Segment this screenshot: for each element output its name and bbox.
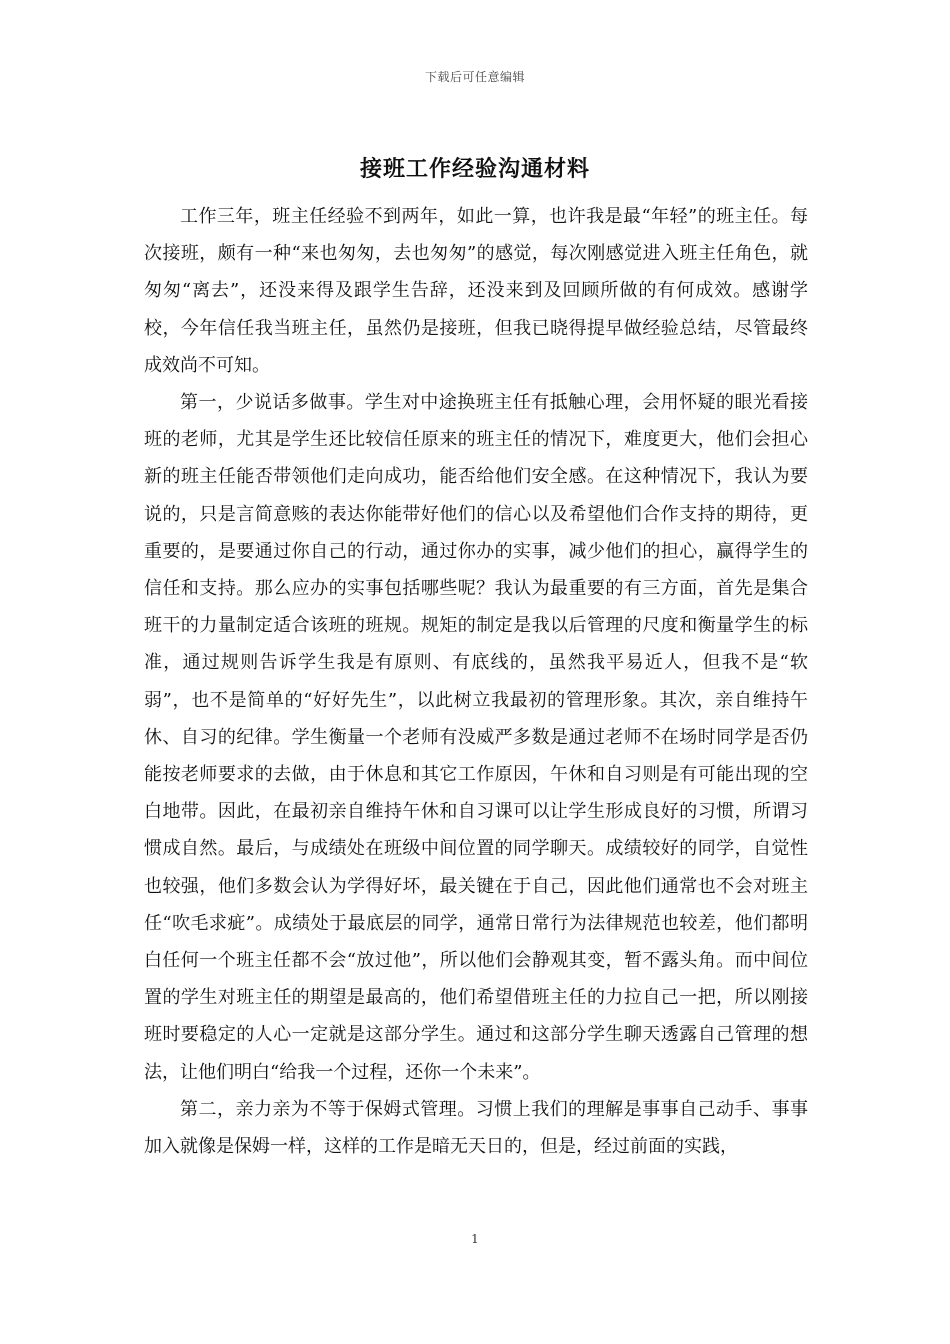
header-note: 下载后可任意编辑 — [424, 70, 525, 84]
paragraph-second-point: 第二，亲力亲为不等于保姆式管理。习惯上我们的理解是事事自己动手、事事加入就像是保姆一样，这样的工作是暗无天日的，但是，经过前面的实践， — [144, 1098, 808, 1158]
document-title: 接班工作经验沟通材料 — [359, 156, 590, 182]
document-body — [144, 198, 808, 1165]
paragraph-intro: 工作三年，班主任经验不到两年，如此一算，也许我是最“年轻”的班主任。每次接班，颇有一种“来也匆匆，去也匆匆”的感觉，每次刚感觉进入班主任角色，就匆匆“离去”，还没来得及跟学生告辞，还没来到及回顾所做的有何成效。感谢学校，今年信任我当班主任，虽然仍是接班，但我已晓得提早做经验总结，尽管最终成效尚不可知。 — [144, 206, 808, 376]
paragraph-first-point: 第一，少说话多做事。学生对中途换班主任有抵触心理，会用怀疑的眼光看接班的老师，尤其是学生还比较信任原来的班主任的情况下，难度更大，他们会担心新的班主任能否带领他们走向成功，能否给他们安全感。在这种情况下，我认为要说的，只是言简意赅的表达你能带好他们的信心以及希望他们合作支持的期待，更重要的，是要通过你自己的行动，通过你办的实事，减少他们的担心，赢得学生的信任和支持。那么应办的实事包括哪些呢？我认为最重要的有三方面，首先是集合班干的力量制定适合该班的班规。规矩的制定是我以后管理的尺度和衡量学生的标准，通过规则告诉学生我是有原则、有底线的，虽然我平易近人，但我不是“软弱”，也不是简单的“好好先生”，以此树立我最初的管理形象。其次，亲自维持午休、自习的纪律。学生衡量一个老师有没威严多数是通过老师不在场时同学是否仍能按老师要求的去做，由于休息和其它工作原因，午休和自习则是有可能出现的空白地带。因此，在最初亲自维持午休和自习课可以让学生形成良好的习惯，所谓习惯成自然。最后，与成绩处在班级中间位置的同学聊天。成绩较好的同学，自觉性也较强，他们多数会认为学得好坏，最关键在于自己，因此他们通常也不会对班主任“吹毛求疵”。成绩处于最底层的同学，通常日常行为法律规范也较差，他们都明白任何一个班主任都不会“放过他”，所以他们会静观其变，暂不露头角。而中间位置的学生对班主任的期望是最高的，他们希望借班主任的力拉自己一把，所以刚接班时要稳定的人心一定就是这部分学生。通过和这部分学生聊天透露自己管理的想法，让他们明白“给我一个过程，还你一个未来”。 — [144, 392, 808, 1083]
page-number: 1 — [471, 1232, 479, 1246]
